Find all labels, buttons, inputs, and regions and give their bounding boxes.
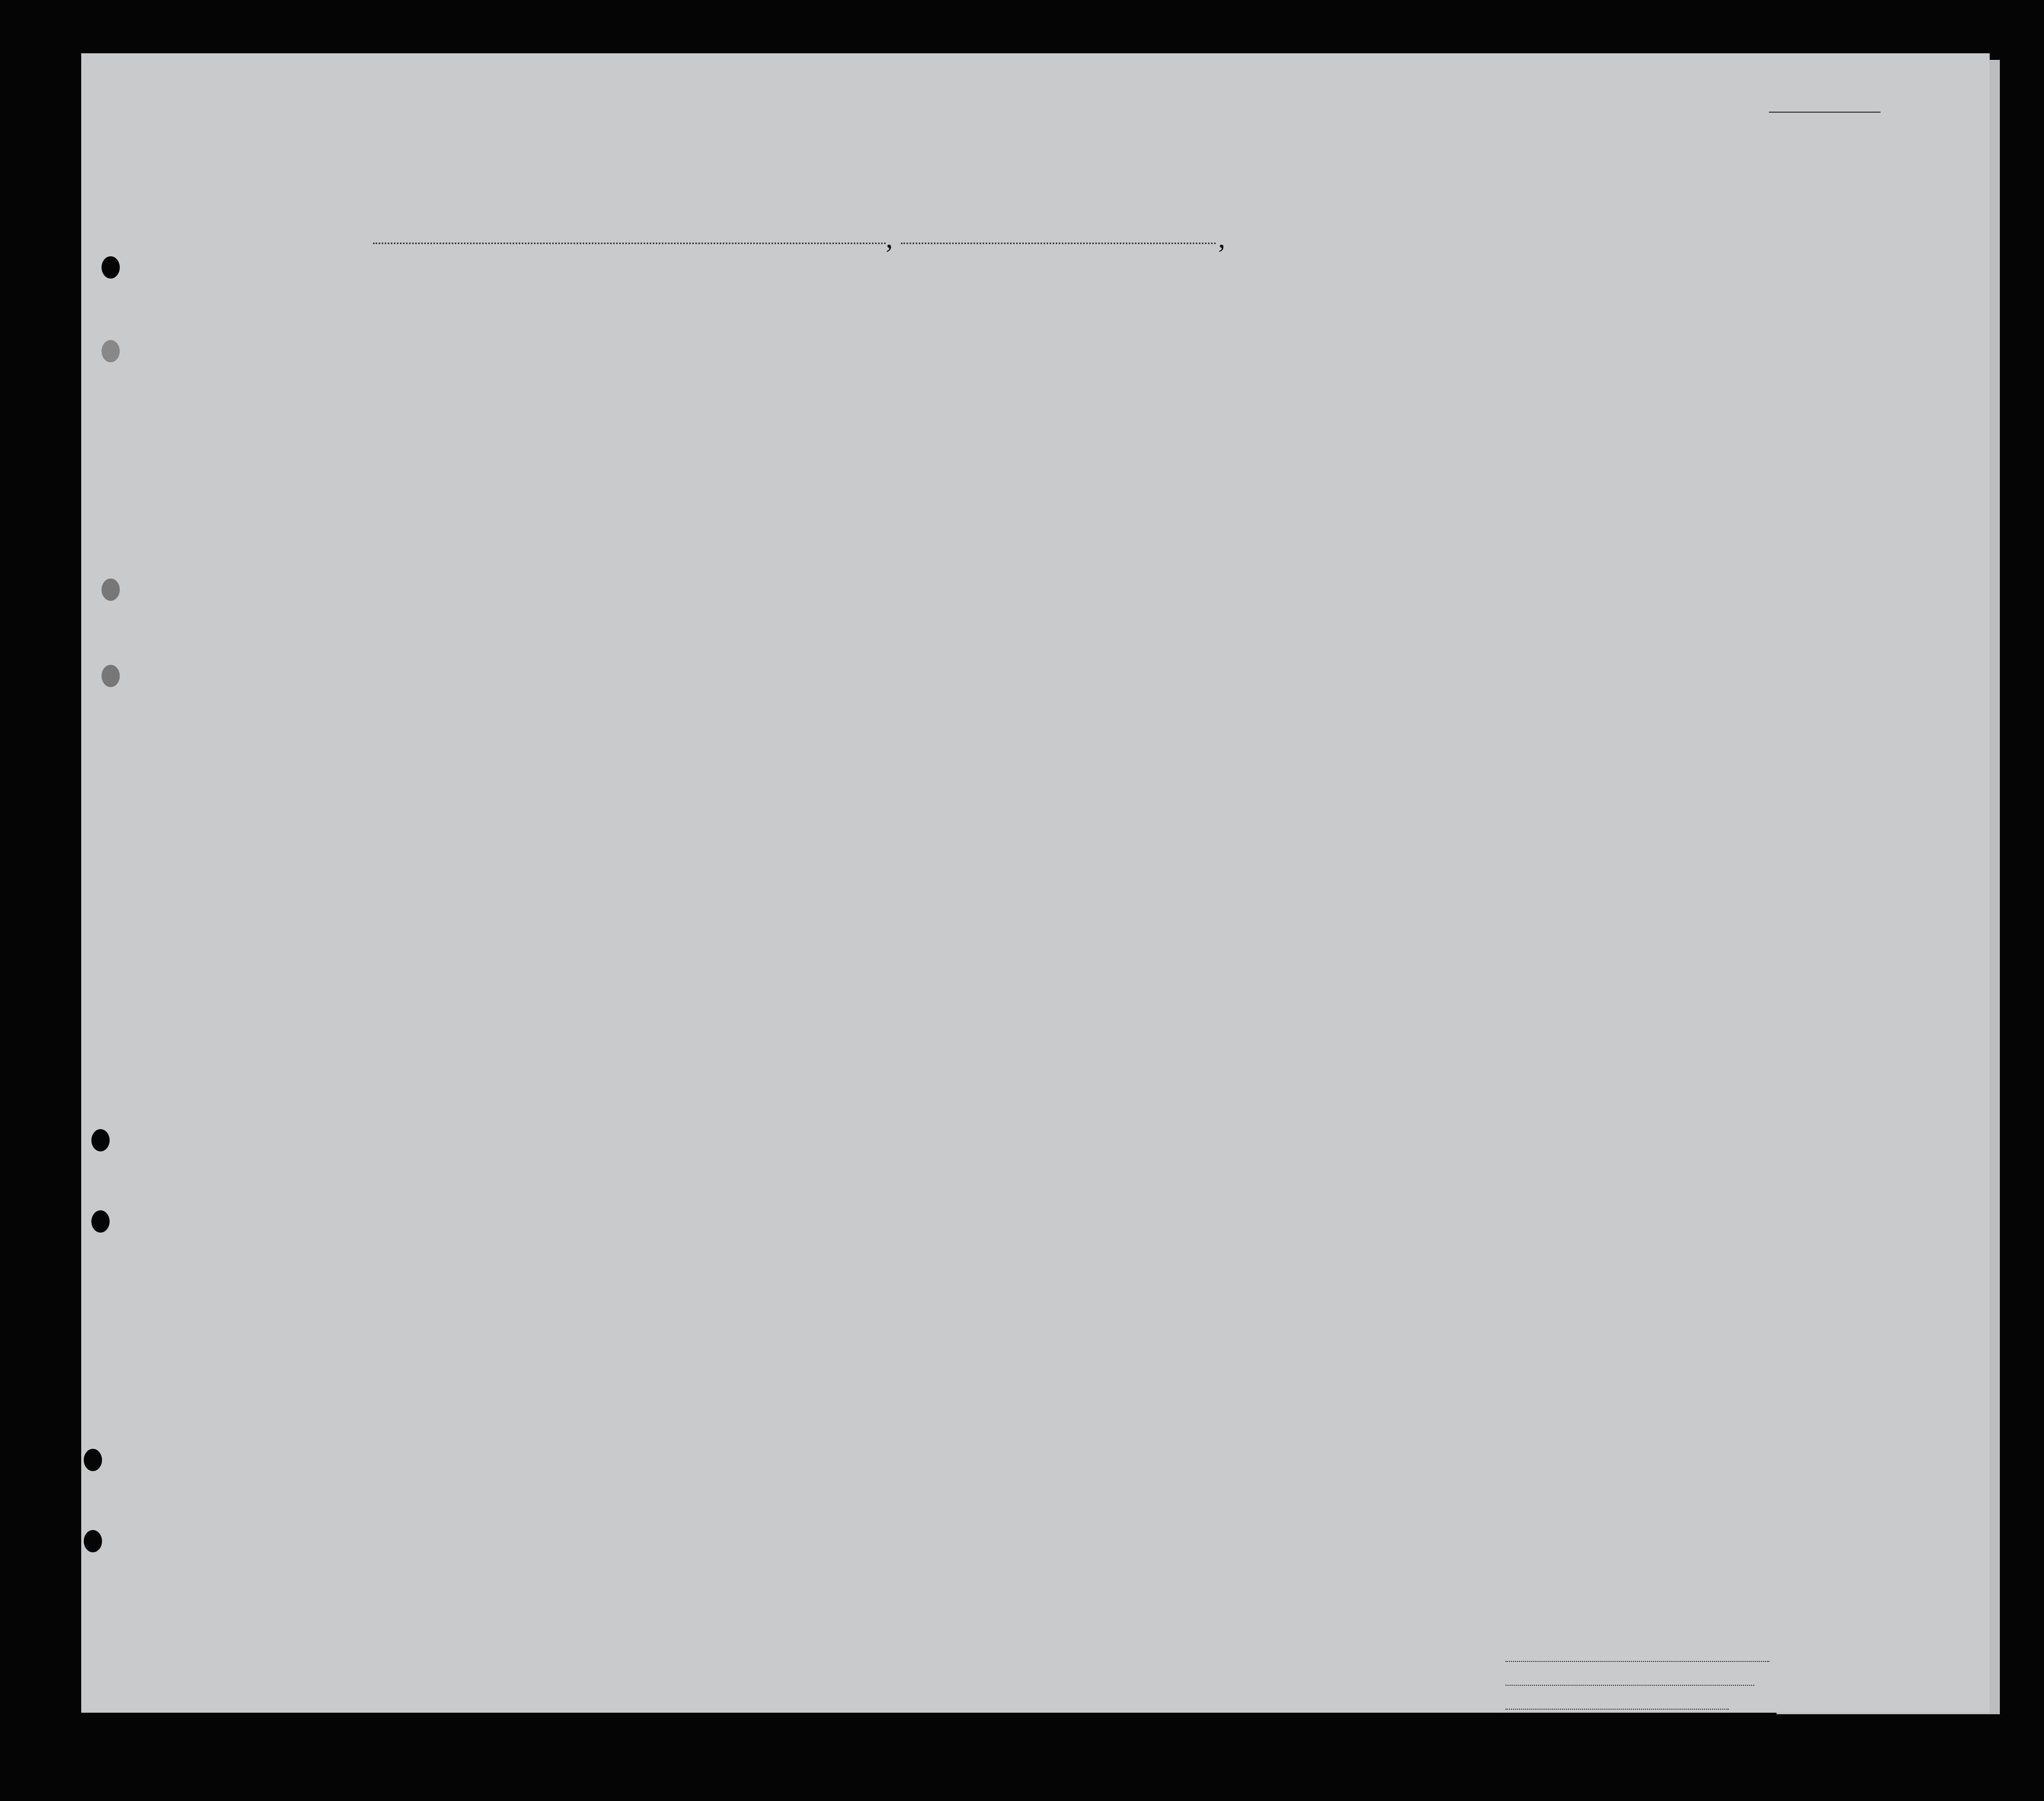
owners-label <box>1502 1676 1754 1689</box>
local-agents-label <box>1502 1700 1729 1713</box>
line-label <box>1502 1652 1769 1666</box>
comma-1: , <box>886 223 893 254</box>
comma-2: , <box>1218 223 1225 254</box>
